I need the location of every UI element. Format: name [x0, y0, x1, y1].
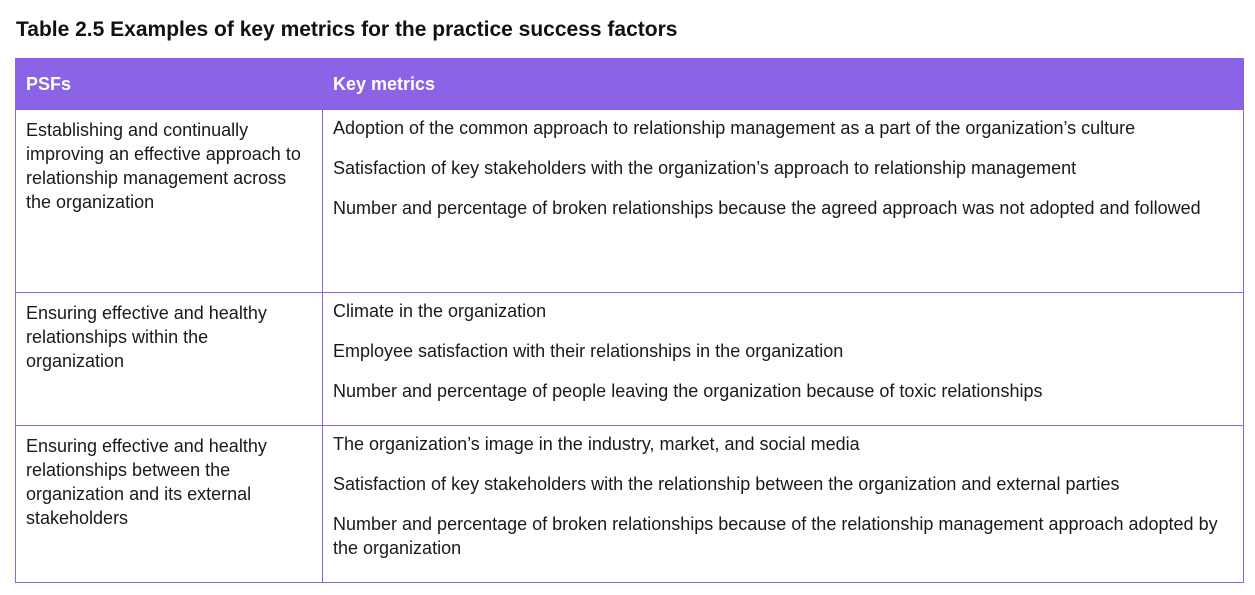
column-header-psfs: PSFs — [16, 59, 323, 110]
metric-item: Number and percentage of broken relationships because of the relationship management approach adopted by the organization — [333, 514, 1218, 558]
psf-cell: Ensuring effective and healthy relationships within the organization — [16, 293, 323, 426]
metric-item: Satisfaction of key stakeholders with the relationship between the organization and external parties — [333, 474, 1120, 494]
table-header-row — [16, 59, 1244, 110]
key-metrics-cell — [323, 293, 1244, 426]
metric-item: Employee satisfaction with their relationships in the organization — [333, 341, 844, 361]
metric-item: Satisfaction of key stakeholders with the organization’s approach to relationship management — [333, 158, 1077, 178]
psf-cell: Establishing and continually improving an effective approach to relationship management across the organization — [16, 110, 323, 293]
table-caption: Table 2.5 Examples of key metrics for the practice success factors — [16, 18, 678, 41]
metric-item: The organization’s image in the industry, market, and social media — [333, 434, 860, 454]
psf-cell: Ensuring effective and healthy relationships between the organization and its external stakeholders — [16, 426, 323, 583]
metric-item: Number and percentage of people leaving the organization because of toxic relationships — [333, 381, 1043, 401]
metric-item: Adoption of the common approach to relationship management as a part of the organization’s culture — [333, 118, 1136, 138]
metric-item: Climate in the organization — [333, 301, 547, 321]
key-metrics-cell — [323, 110, 1244, 293]
table-row — [16, 426, 1244, 583]
key-metrics-table — [15, 58, 1244, 583]
table-row — [16, 110, 1244, 293]
column-header-key-metrics: Key metrics — [323, 59, 1244, 110]
key-metrics-cell — [323, 426, 1244, 583]
metric-item: Number and percentage of broken relationships because the agreed approach was not adopted and followed — [333, 198, 1201, 218]
table-row — [16, 293, 1244, 426]
